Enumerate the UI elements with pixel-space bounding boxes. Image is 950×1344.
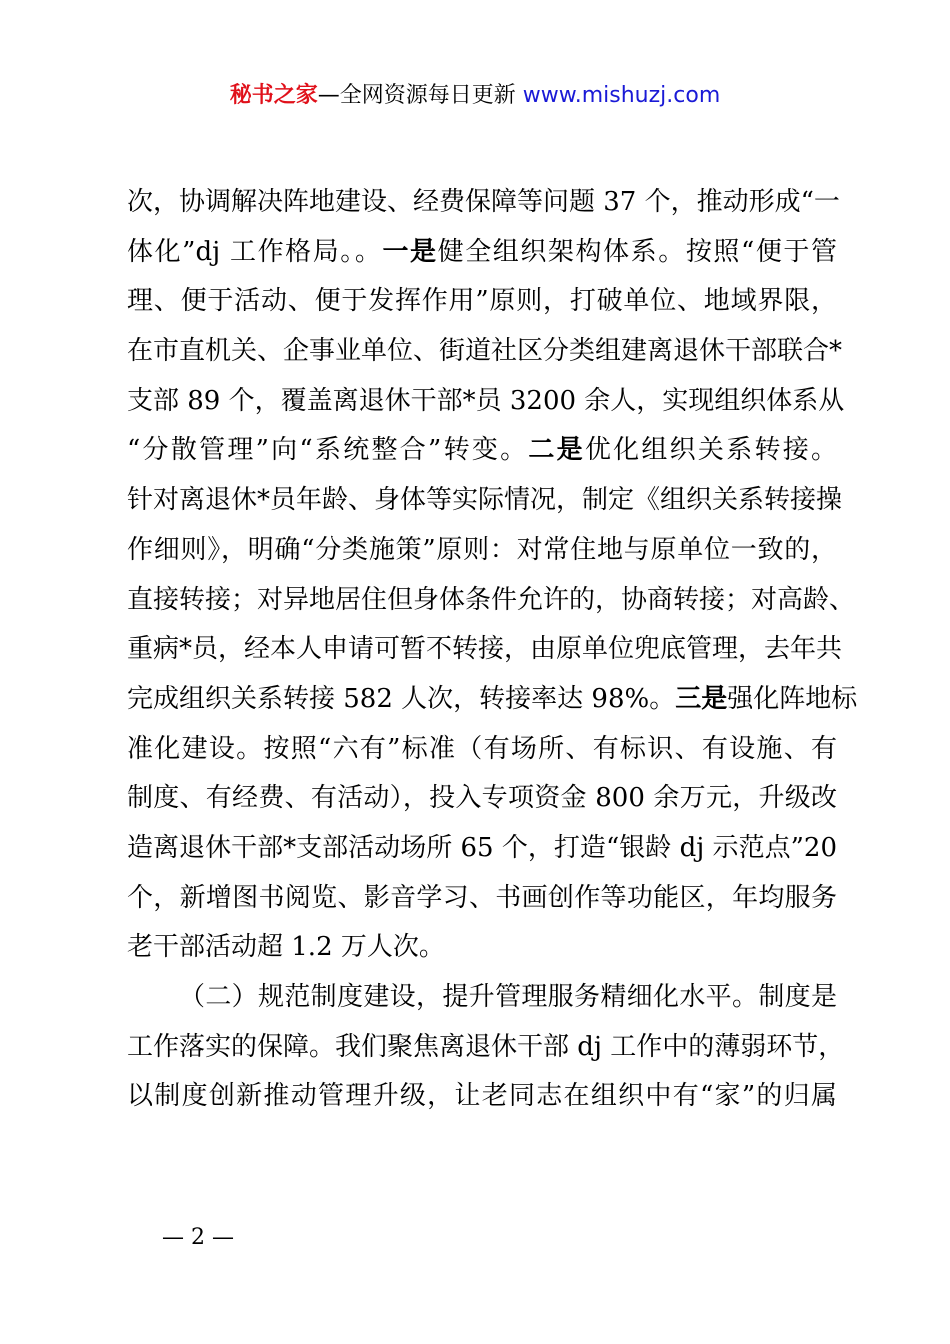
paragraph-1: [127, 178, 858, 973]
bold-lead-phrase: 三是: [675, 683, 728, 714]
bold-lead-phrase: 一是: [382, 236, 438, 267]
text-run: 直接转接；对异地居住但身体条件允许的，协商转接；对高龄、: [127, 584, 856, 615]
brand-name: 秘书之家: [229, 83, 318, 108]
text-run: 制度、有经费、有活动），投入专项资金 800 余万元，升级改: [127, 783, 837, 814]
document-body: [127, 178, 858, 1122]
page-number: — 2 —: [162, 1225, 234, 1250]
text-line: [127, 675, 858, 725]
text-line: [127, 476, 843, 526]
site-url-link[interactable]: www.mishuzj.com: [522, 83, 721, 108]
text-line: [127, 178, 840, 228]
text-line: [127, 725, 837, 775]
text-line: [127, 973, 837, 1023]
text-run: 老干部活动超 1.2 万人次。: [127, 932, 445, 963]
text-line: [127, 377, 845, 427]
text-run: 在市直机关、企事业单位、街道社区分类组建离退休干部联合*: [127, 336, 843, 367]
text-run: 健全组织架构体系。按照“便于管: [437, 236, 837, 267]
text-run: 优化组织关系转接。: [584, 435, 837, 466]
text-run: 工作落实的保障。我们聚焦离退休干部 dj 工作中的薄弱环节，: [127, 1031, 845, 1062]
text-line: [127, 874, 837, 924]
text-run: 作细则》，明确“分类施策”原则：对常住地与原单位一致的，: [127, 534, 837, 565]
text-line: [127, 824, 837, 874]
text-run: 针对离退休*员年龄、身体等实际情况，制定《组织关系转接操: [127, 485, 843, 516]
text-line: [127, 526, 837, 576]
text-line: [127, 228, 837, 278]
text-line: [127, 327, 843, 377]
text-line: [127, 625, 843, 675]
header-tagline: —全网资源每日更新: [317, 83, 523, 108]
text-run: 造离退休干部*支部活动场所 65 个，打造“银龄 dj 示范点”20: [127, 832, 837, 863]
paragraph-2: [127, 973, 845, 1122]
bold-lead-phrase: 二是: [528, 435, 585, 466]
text-line: [127, 426, 837, 476]
text-run: 个，新增图书阅览、影音学习、书画创作等功能区，年均服务: [127, 882, 837, 913]
text-line: [127, 1023, 845, 1073]
text-line: [127, 1072, 837, 1122]
text-run: 准化建设。按照“六有”标准（有场所、有标识、有设施、有: [127, 733, 837, 764]
text-run: 次，协调解决阵地建设、经费保障等问题 37 个，推动形成“一: [127, 187, 840, 217]
text-run: “分散管理”向“系统整合”转变。: [127, 435, 529, 466]
text-run: 完成组织关系转接 582 人次，转接率达 98%。: [127, 683, 676, 714]
text-run: 支部 89 个，覆盖离退休干部*员 3200 余人，实现组织体系从: [127, 385, 845, 416]
text-run: 以制度创新推动管理升级，让老同志在组织中有“家”的归属: [127, 1081, 837, 1112]
text-line: [127, 576, 856, 626]
text-run: 重病*员，经本人申请可暂不转接，由原单位兜底管理，去年共: [127, 634, 843, 665]
text-run: 理、便于活动、便于发挥作用”原则，打破单位、地域界限，: [127, 286, 837, 317]
site-header: [0, 80, 950, 112]
text-run: 强化阵地标: [727, 683, 858, 714]
text-run: （二）规范制度建设，提升管理服务精细化水平。制度是: [179, 982, 837, 1012]
text-line: [127, 277, 837, 327]
text-line: [127, 923, 837, 973]
text-run: 体化”dj 工作格局。。: [127, 236, 383, 267]
text-line: [127, 774, 837, 824]
